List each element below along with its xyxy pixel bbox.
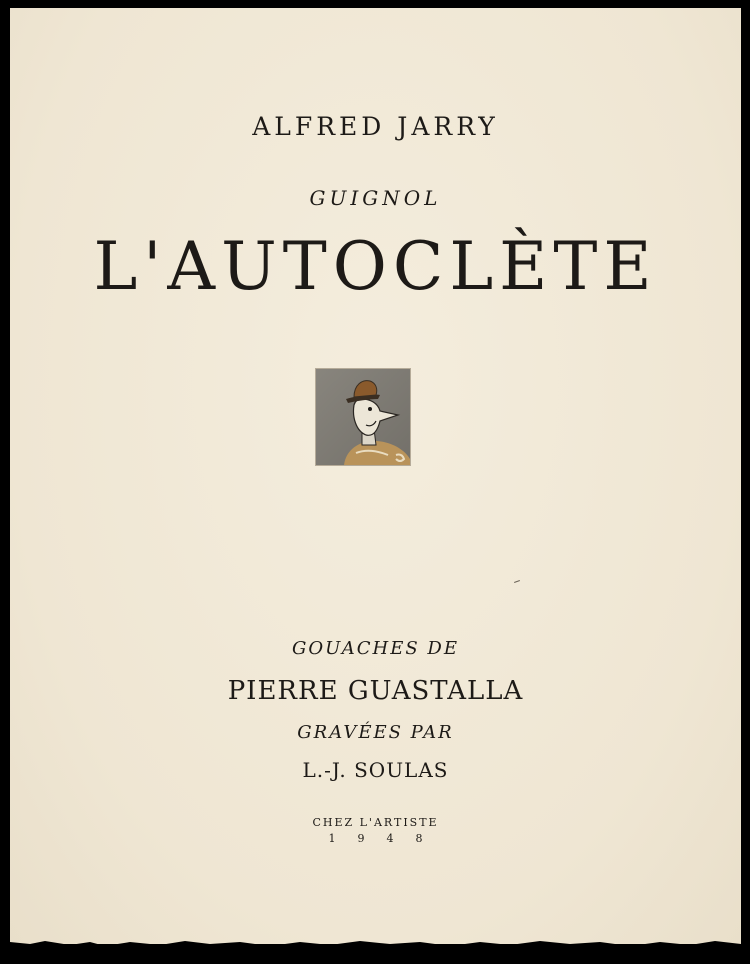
publisher-imprint: CHEZ L'ARTISTE (312, 816, 439, 829)
caricature-vignette-icon (315, 368, 411, 466)
graved-label: GRAVÉES PAR (297, 722, 454, 743)
gouaches-label: GOUACHES DE (292, 638, 459, 659)
artist-name: PIERRE GUASTALLA (227, 676, 524, 706)
vignette-drawing (316, 369, 410, 465)
deckle-edge (10, 936, 741, 950)
author-name: ALFRED JARRY (252, 112, 499, 141)
publication-year: 1948 (328, 832, 445, 845)
book-title: L'AUTOCLÈTE (93, 228, 658, 305)
title-page (10, 8, 741, 944)
paper-speck (514, 580, 520, 583)
engraver-name: L.-J. SOULAS (302, 758, 449, 782)
genre-label: GUIGNOL (309, 186, 442, 210)
